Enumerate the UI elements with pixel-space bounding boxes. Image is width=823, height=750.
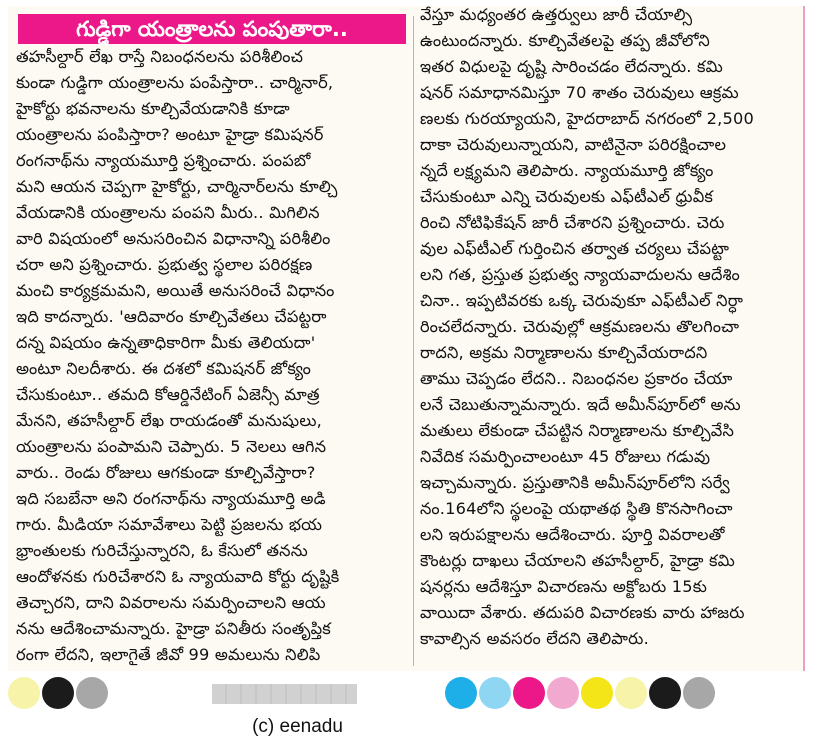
article-line: చేసుకుంటూ ఎన్ని చెరువులకు ఎఫ్‌టీఎల్ ధ్రువీక: [420, 187, 714, 206]
article-line: లనే చెబుతున్నామన్నారు. ఇదే అమీన్‌పూర్‌లో అను: [420, 395, 741, 414]
article-line: ఆందోళనకు గురిచేశారని ఓ న్యాయవాది కోర్టు దృష్టికి: [16, 567, 340, 586]
article-right-column: [420, 2, 796, 652]
article-line: ఇతర విధులపై దృష్టి సారించడం లేదన్నారు. కమి: [420, 57, 723, 76]
article-line: వారు.. రెండు రోజులు ఆగకుండా కూల్చివేస్తారా?: [16, 463, 316, 482]
article-left-column: [16, 44, 398, 668]
article-line: దన్న విషయం ఉన్నతాధికారిగా మీకు తెలియదా': [16, 333, 316, 352]
article-line: వాయిదా వేశారు. తదుపరి విచారణకు వారు హాజరు: [420, 603, 745, 622]
article-line: యంత్రాలను పంపామని చెప్పారు. 5 నెలలు ఆగిన: [16, 437, 327, 456]
article-headline: గుడ్డిగా యంత్రాలను పంపుతారా..: [18, 14, 406, 44]
registration-marks-left: [8, 677, 108, 709]
registration-dot: [649, 677, 681, 709]
article-line: చేసుకుంటూ.. తమది కోఆర్డినేటింగ్ ఏజెన్సీ మాత్ర: [16, 385, 320, 404]
article-line: దాకా చెరువులున్నాయని, వాటినైనా పరిరక్షించాల: [420, 135, 727, 154]
article-line: అంటూ నిలదీశారు. ఈ దశలో కమిషనర్ జోక్యం: [16, 359, 312, 378]
copyright-label: (c) eenadu: [252, 716, 343, 737]
registration-dot: [581, 677, 613, 709]
article-line: మని ఆయన చెప్పగా హైకోర్టు, చార్మినార్‌లను కూల్చి: [16, 177, 338, 196]
article-line: గారు. మీడియా సమావేశాలు పెట్టి ప్రజలను భయ: [16, 515, 323, 534]
article-line: న్నదే లక్ష్యమని తెలిపారు. న్యాయమూర్తి జోక్యం: [420, 161, 714, 180]
article-line: కావాల్సిన అవసరం లేదని తెలిపారు.: [420, 629, 649, 648]
print-gray-bar: [212, 684, 357, 704]
registration-dot: [76, 677, 108, 709]
registration-dot: [547, 677, 579, 709]
registration-dot: [513, 677, 545, 709]
article-line: ఉంటుందన్నారు. కూల్చివేతలపై తప్ప జీవోలోని: [420, 31, 710, 50]
article-line: వుల ఎఫ్‌టీఎల్ గుర్తించిన తర్వాత చర్యలు చేపట్టా: [420, 239, 730, 258]
article-line: ఇది సబబేనా అని రంగనాథ్‌ను న్యాయమూర్తి అడి: [16, 489, 326, 508]
article-line: చినా.. ఇప్పటివరకు ఒక్క చెరువుకూ ఎఫ్‌టీఎల్ నిర్ధా: [420, 291, 744, 310]
article-line: ఇది కాదన్నారు. 'ఆదివారం కూల్చివేతలు చేపట్టరా: [16, 307, 327, 326]
article-line: రాదని, అక్రమ నిర్మాణాలను కూల్చివేయరాదని: [420, 343, 708, 362]
article-line: ఇచ్చామన్నారు. ప్రస్తుతానికి అమీన్‌పూర్‌లోని సర్వే: [420, 473, 730, 492]
article-line: యంత్రాలను పంపిస్తారా? అంటూ హైడ్రా కమిషనర్: [16, 125, 324, 144]
article-line: రించలేదన్నారు. చెరువుల్లో ఆక్రమణలను తొలగించా: [420, 317, 740, 336]
registration-dot: [683, 677, 715, 709]
column-divider: [413, 16, 414, 666]
article-line: ణలకు గురయ్యాయని, హైదరాబాద్ నగరంలో 2,500: [420, 109, 754, 128]
article-line: మతులు లేకుండా చేపట్టిన నిర్మాణాలను కూల్చివేసి: [420, 421, 735, 440]
article-line: నివేదిక సమర్పించాలంటూ 45 రోజులు గడువు: [420, 447, 711, 466]
article-line: రించి నోటిఫికేషన్ జారీ చేశారని ప్రశ్నించారు. చెరు: [420, 213, 725, 232]
article-line: నను ఆదేశించామన్నారు. హైడ్రా పనితీరు సంతృప్తిక: [16, 619, 331, 638]
article-line: కుండా గుడ్డిగా యంత్రాలను పంపేస్తారా.. చార్మినార్,: [16, 73, 334, 92]
article-line: లని ఇరుపక్షాలను ఆదేశించారు. పూర్తి వివరాలతో: [420, 525, 725, 544]
article-line: రంగా లేదని, ఇలాగైతే జీవో 99 అమలును నిలిపి: [16, 645, 321, 664]
article-line: షనర్ సమాధానమిస్తూ 70 శాతం చెరువులు ఆక్రమ: [420, 83, 739, 102]
article-line: తాము చెప్పడం లేదని.. నిబంధనల ప్రకారం చేయా: [420, 369, 733, 388]
registration-dot: [445, 677, 477, 709]
registration-dot: [42, 677, 74, 709]
registration-dot: [8, 677, 40, 709]
article-line: వేస్తూ మధ్యంతర ఉత్తర్వులు జారీ చేయాల్సి: [420, 5, 693, 24]
article-line: లని గత, ప్రస్తుత ప్రభుత్వ న్యాయవాదులను ఆదేశిం: [420, 265, 740, 284]
article-line: చరా అని ప్రశ్నించారు. ప్రభుత్వ స్థలాల పరిరక్షణ: [16, 255, 313, 274]
article-line: భ్రాంతులకు గురిచేస్తున్నారని, ఓ కేసులో తనను: [16, 541, 308, 560]
registration-dot: [479, 677, 511, 709]
article-line: కౌంటర్లు దాఖలు చేయాలని తహసీల్దార్, హైడ్రా కమి: [420, 551, 735, 570]
article-line: మంచి కార్యక్రమమని, అయితే అనుసరించే విధానం: [16, 281, 335, 300]
article-line: షనర్లను ఆదేశిస్తూ విచారణను అక్టోబరు 15కు: [420, 577, 708, 596]
article-line: రంగనాథ్‌ను న్యాయమూర్తి ప్రశ్నించారు. పంపబో: [16, 151, 311, 170]
registration-dot: [615, 677, 647, 709]
article-line: తహసీల్దార్ లేఖ రాస్తే నిబంధనలను పరిశీలించ: [16, 47, 304, 66]
article-line: తెచ్చారని, దాని వివరాలను సమర్పించాలని ఆయ: [16, 593, 326, 612]
article-line: వేయడానికి యంత్రాలను పంపని మీరు.. మిగిలిన: [16, 203, 320, 222]
article-line: వారి విషయంలో అనుసరించిన విధానాన్ని పరిశీలిం: [16, 229, 331, 248]
article-line: హైకోర్టు భవనాలను కూల్చివేయడానికి కూడా: [16, 99, 290, 118]
color-registration-marks-right: [445, 677, 725, 709]
article-line: మేనని, తహసీల్దార్ లేఖ రాయడంతో మనుషులు,: [16, 411, 322, 430]
article-line: నం.164లోని స్థలంపై యథాతథ స్థితి కొనసాగించా: [420, 499, 733, 518]
